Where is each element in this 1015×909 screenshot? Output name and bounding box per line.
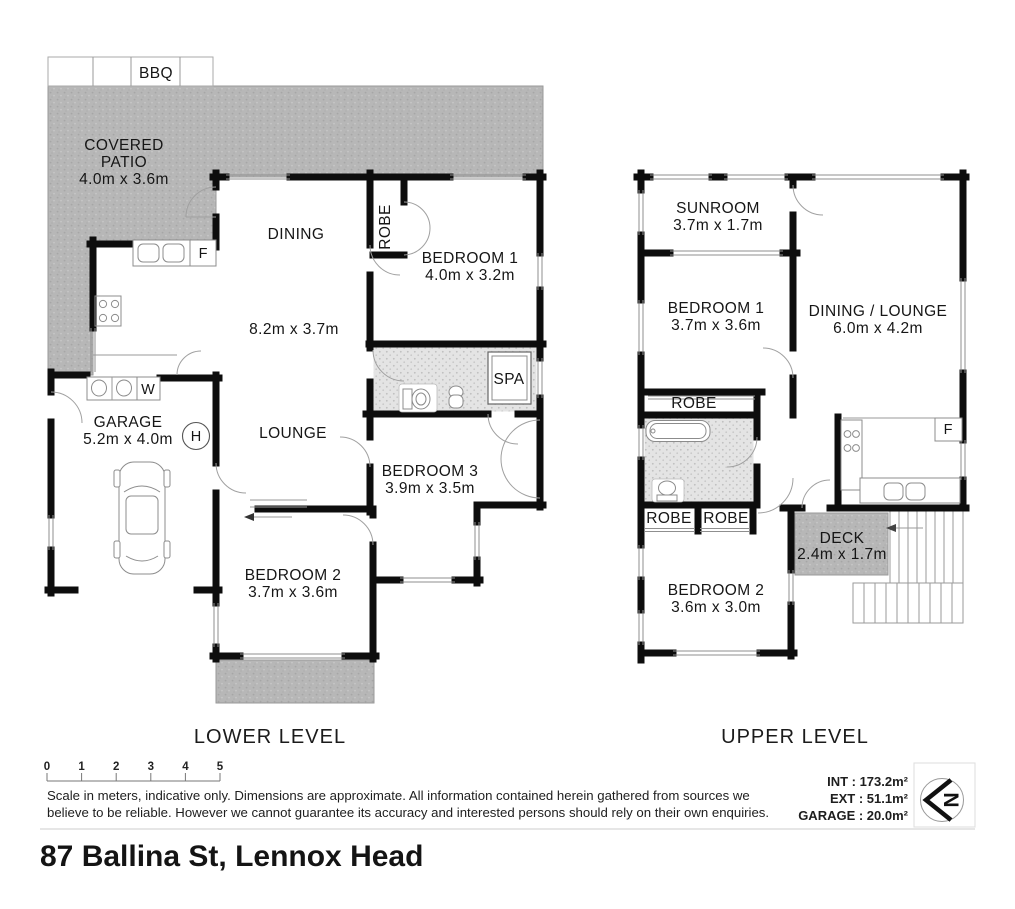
disclaimer-line1: Scale in meters, indicative only. Dimensions are approximate. All information contained herein gathered from sources we (47, 788, 750, 803)
scale-tick-3: 3 (147, 761, 155, 773)
area-ext: EXT : 51.1m² (829, 791, 908, 806)
garage-dims: 5.2m x 4.0m (83, 431, 173, 448)
bedroom3-dims: 3.9m x 3.5m (385, 480, 475, 497)
scale-tick-4: 4 (182, 761, 189, 773)
area-summary (798, 774, 908, 823)
scale-tick-0: 0 (43, 761, 51, 773)
north-letter: N (939, 792, 962, 808)
deck-label: DECK (819, 530, 865, 547)
bedroom2-label-upper: BEDROOM 2 (667, 582, 765, 599)
upper-level-title: UPPER LEVEL (721, 726, 869, 748)
basin-icon-lower (449, 386, 463, 408)
scale-tick-5: 5 (216, 761, 224, 773)
area-garage: GARAGE : 20.0m² (798, 808, 908, 823)
dining-label: DINING (267, 226, 325, 243)
robe-right-label: ROBE (703, 510, 749, 527)
stove-icon-lower (93, 296, 177, 355)
bedroom2-dims-upper: 3.6m x 3.0m (671, 599, 761, 616)
bedroom2-dims-lower: 3.7m x 3.6m (248, 584, 338, 601)
bbq-label: BBQ (139, 65, 173, 82)
fridge-label-upper: F (943, 422, 953, 438)
patio-dims: 4.0m x 3.6m (79, 171, 169, 188)
car-icon (114, 462, 170, 574)
toilet-icon-lower (399, 384, 437, 412)
bedroom1-label-upper: BEDROOM 1 (667, 300, 765, 317)
area-int: INT : 173.2m² (827, 774, 908, 789)
bedroom3-label: BEDROOM 3 (381, 463, 479, 480)
scale-tick-2: 2 (112, 761, 120, 773)
lower-level-title: LOWER LEVEL (193, 726, 347, 748)
hot-water-label: H (190, 429, 202, 445)
sunroom-dims: 3.7m x 1.7m (673, 217, 763, 234)
bedroom2-label-lower: BEDROOM 2 (244, 567, 342, 584)
disclaimer-line2: believe to be reliable. However we cannot guarantee its accuracy and interested persons should rely on their own enquiries. (47, 805, 770, 820)
lounge-label: LOUNGE (259, 425, 327, 442)
dining-lounge-dims: 6.0m x 4.2m (833, 320, 923, 337)
sunroom-label: SUNROOM (676, 200, 760, 217)
upper-level-plan (637, 173, 966, 748)
north-arrow-icon (914, 763, 975, 827)
robe-label-lower: ROBE (377, 204, 394, 250)
spa-label: SPA (493, 371, 525, 388)
patio-label-line2: PATIO (100, 154, 148, 171)
robe-hall-label: ROBE (671, 395, 717, 412)
bedroom1-dims-lower: 4.0m x 3.2m (425, 267, 515, 284)
scale-bar (44, 761, 224, 781)
patio-label-line1: COVERED (84, 137, 164, 154)
kitchen-sink-icon (133, 240, 190, 266)
bathtub-icon (646, 421, 710, 442)
bedroom1-dims-upper: 3.7m x 3.6m (671, 317, 761, 334)
dining-lounge-label: DINING / LOUNGE (808, 303, 948, 320)
toilet-icon-upper (652, 479, 684, 502)
garage-label: GARAGE (93, 414, 163, 431)
washer-label: W (141, 382, 155, 398)
address-title: 87 Ballina St, Lennox Head (40, 840, 424, 873)
lower-rear-deck (216, 660, 374, 703)
bedroom1-label-lower: BEDROOM 1 (421, 250, 519, 267)
robe-left-label: ROBE (646, 510, 692, 527)
stove-icon-upper (841, 420, 862, 490)
scale-tick-1: 1 (78, 761, 85, 773)
dining-dims: 8.2m x 3.7m (249, 321, 339, 338)
fridge-label-lower: F (198, 246, 208, 262)
lower-level-plan (48, 57, 543, 748)
deck-dims: 2.4m x 1.7m (797, 546, 887, 563)
